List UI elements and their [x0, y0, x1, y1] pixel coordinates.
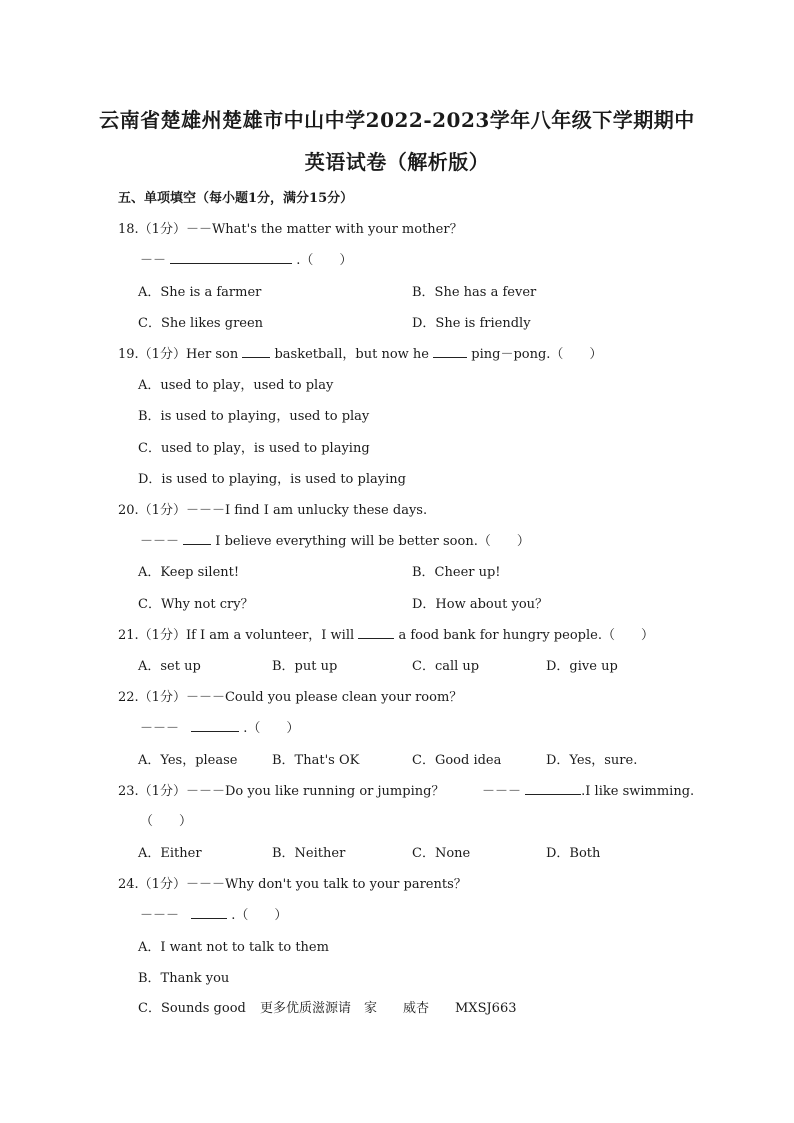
bracket-suffix: .（ ）: [231, 908, 288, 923]
option-a: A．She is a farmer: [138, 285, 262, 300]
document-title-line2: 英语试卷（解析版）: [304, 150, 490, 174]
option-a: A．Keep silent!: [138, 565, 240, 580]
answer-blank: [433, 344, 467, 358]
question-20-answer-line: [140, 530, 530, 549]
option-c: C．Why not cry？: [138, 597, 254, 612]
stem-part: 21.（1分）If I am a volunteer，I will: [118, 628, 355, 643]
option-c: C．call up: [412, 659, 480, 674]
question-23-reply: [482, 780, 694, 799]
question-24-stem: 24.（1分）－－－Why don't you talk to your parents？: [118, 877, 467, 892]
option-d: D．give up: [546, 659, 618, 674]
option-b: B．Neither: [272, 846, 346, 861]
answer-blank: [170, 250, 292, 264]
question-22-stem: 22.（1分）－－－Could you please clean your room？: [118, 690, 463, 705]
option-d: D．is used to playing，is used to playing: [138, 472, 406, 487]
option-b: B．put up: [272, 659, 338, 674]
question-24-answer-line: [140, 904, 287, 923]
answer-blank: [525, 781, 581, 795]
option-c: C．Sounds good: [138, 1001, 246, 1016]
option-a: A．used to play，used to play: [138, 378, 334, 393]
question-23-stem: 23.（1分）－－－Do you like running or jumping？: [118, 784, 445, 799]
question-22-answer-line: [140, 717, 299, 736]
option-d: D．Yes，sure.: [546, 753, 638, 768]
answer-blank: [191, 718, 239, 732]
option-b: B．is used to playing，used to play: [138, 409, 370, 424]
option-d: D．How about you？: [412, 597, 549, 612]
option-a: A．Either: [138, 846, 202, 861]
answer-blank: [242, 344, 270, 358]
option-c: C．used to play，is used to playing: [138, 441, 370, 456]
option-a: A．Yes，please: [138, 753, 238, 768]
dash-prefix: －－: [140, 253, 167, 268]
option-b: B．She has a fever: [412, 285, 537, 300]
stem-part: basketball，but now he: [274, 347, 429, 362]
option-d: D．Both: [546, 846, 601, 861]
question-23-bracket: （ ）: [140, 814, 193, 829]
stem-part: .I like swimming.: [581, 784, 695, 799]
option-c: C．She likes green: [138, 316, 264, 331]
question-21-stem: [118, 624, 654, 643]
option-a: A．set up: [138, 659, 201, 674]
option-c: C．Good idea: [412, 753, 502, 768]
section-heading: 五、单项填空（每小题1分，满分15分）: [118, 191, 354, 206]
document-title-line1: 云南省楚雄州楚雄市中山中学2022-2023学年八年级下学期期中: [99, 108, 695, 132]
option-c: C．None: [412, 846, 471, 861]
stem-part: I believe everything will be better soon.（ ）: [215, 534, 530, 549]
bracket-suffix: .（ ）: [243, 721, 300, 736]
option-d: D．She is friendly: [412, 316, 531, 331]
question-20-stem: 20.（1分）－－－I find I am unlucky these days.: [118, 503, 428, 518]
dash-prefix: －－－: [140, 908, 180, 923]
stem-part: ping－pong.（ ）: [471, 347, 603, 362]
answer-blank: [183, 531, 211, 545]
option-b: B．That's OK: [272, 753, 360, 768]
option-b: B．Cheer up!: [412, 565, 501, 580]
answer-blank: [191, 905, 227, 919]
dash-prefix: －－－: [140, 721, 180, 736]
bracket-suffix: .（ ）: [296, 253, 353, 268]
stem-part: a food bank for hungry people.（ ）: [398, 628, 654, 643]
question-19-stem: [118, 343, 602, 362]
question-18-stem: 18.（1分）－－What's the matter with your mother？: [118, 222, 463, 237]
dash-prefix: －－－: [140, 534, 180, 549]
stem-part: 19.（1分）Her son: [118, 347, 239, 362]
dash-prefix: －－－: [482, 784, 522, 799]
option-b: B．Thank you: [138, 971, 230, 986]
answer-blank: [358, 625, 394, 639]
question-18-answer-line: [140, 249, 352, 268]
option-a: A．I want not to talk to them: [138, 940, 329, 955]
watermark-text: 更多优质滋源请 家 威杏 MXSJ663: [260, 1001, 517, 1016]
